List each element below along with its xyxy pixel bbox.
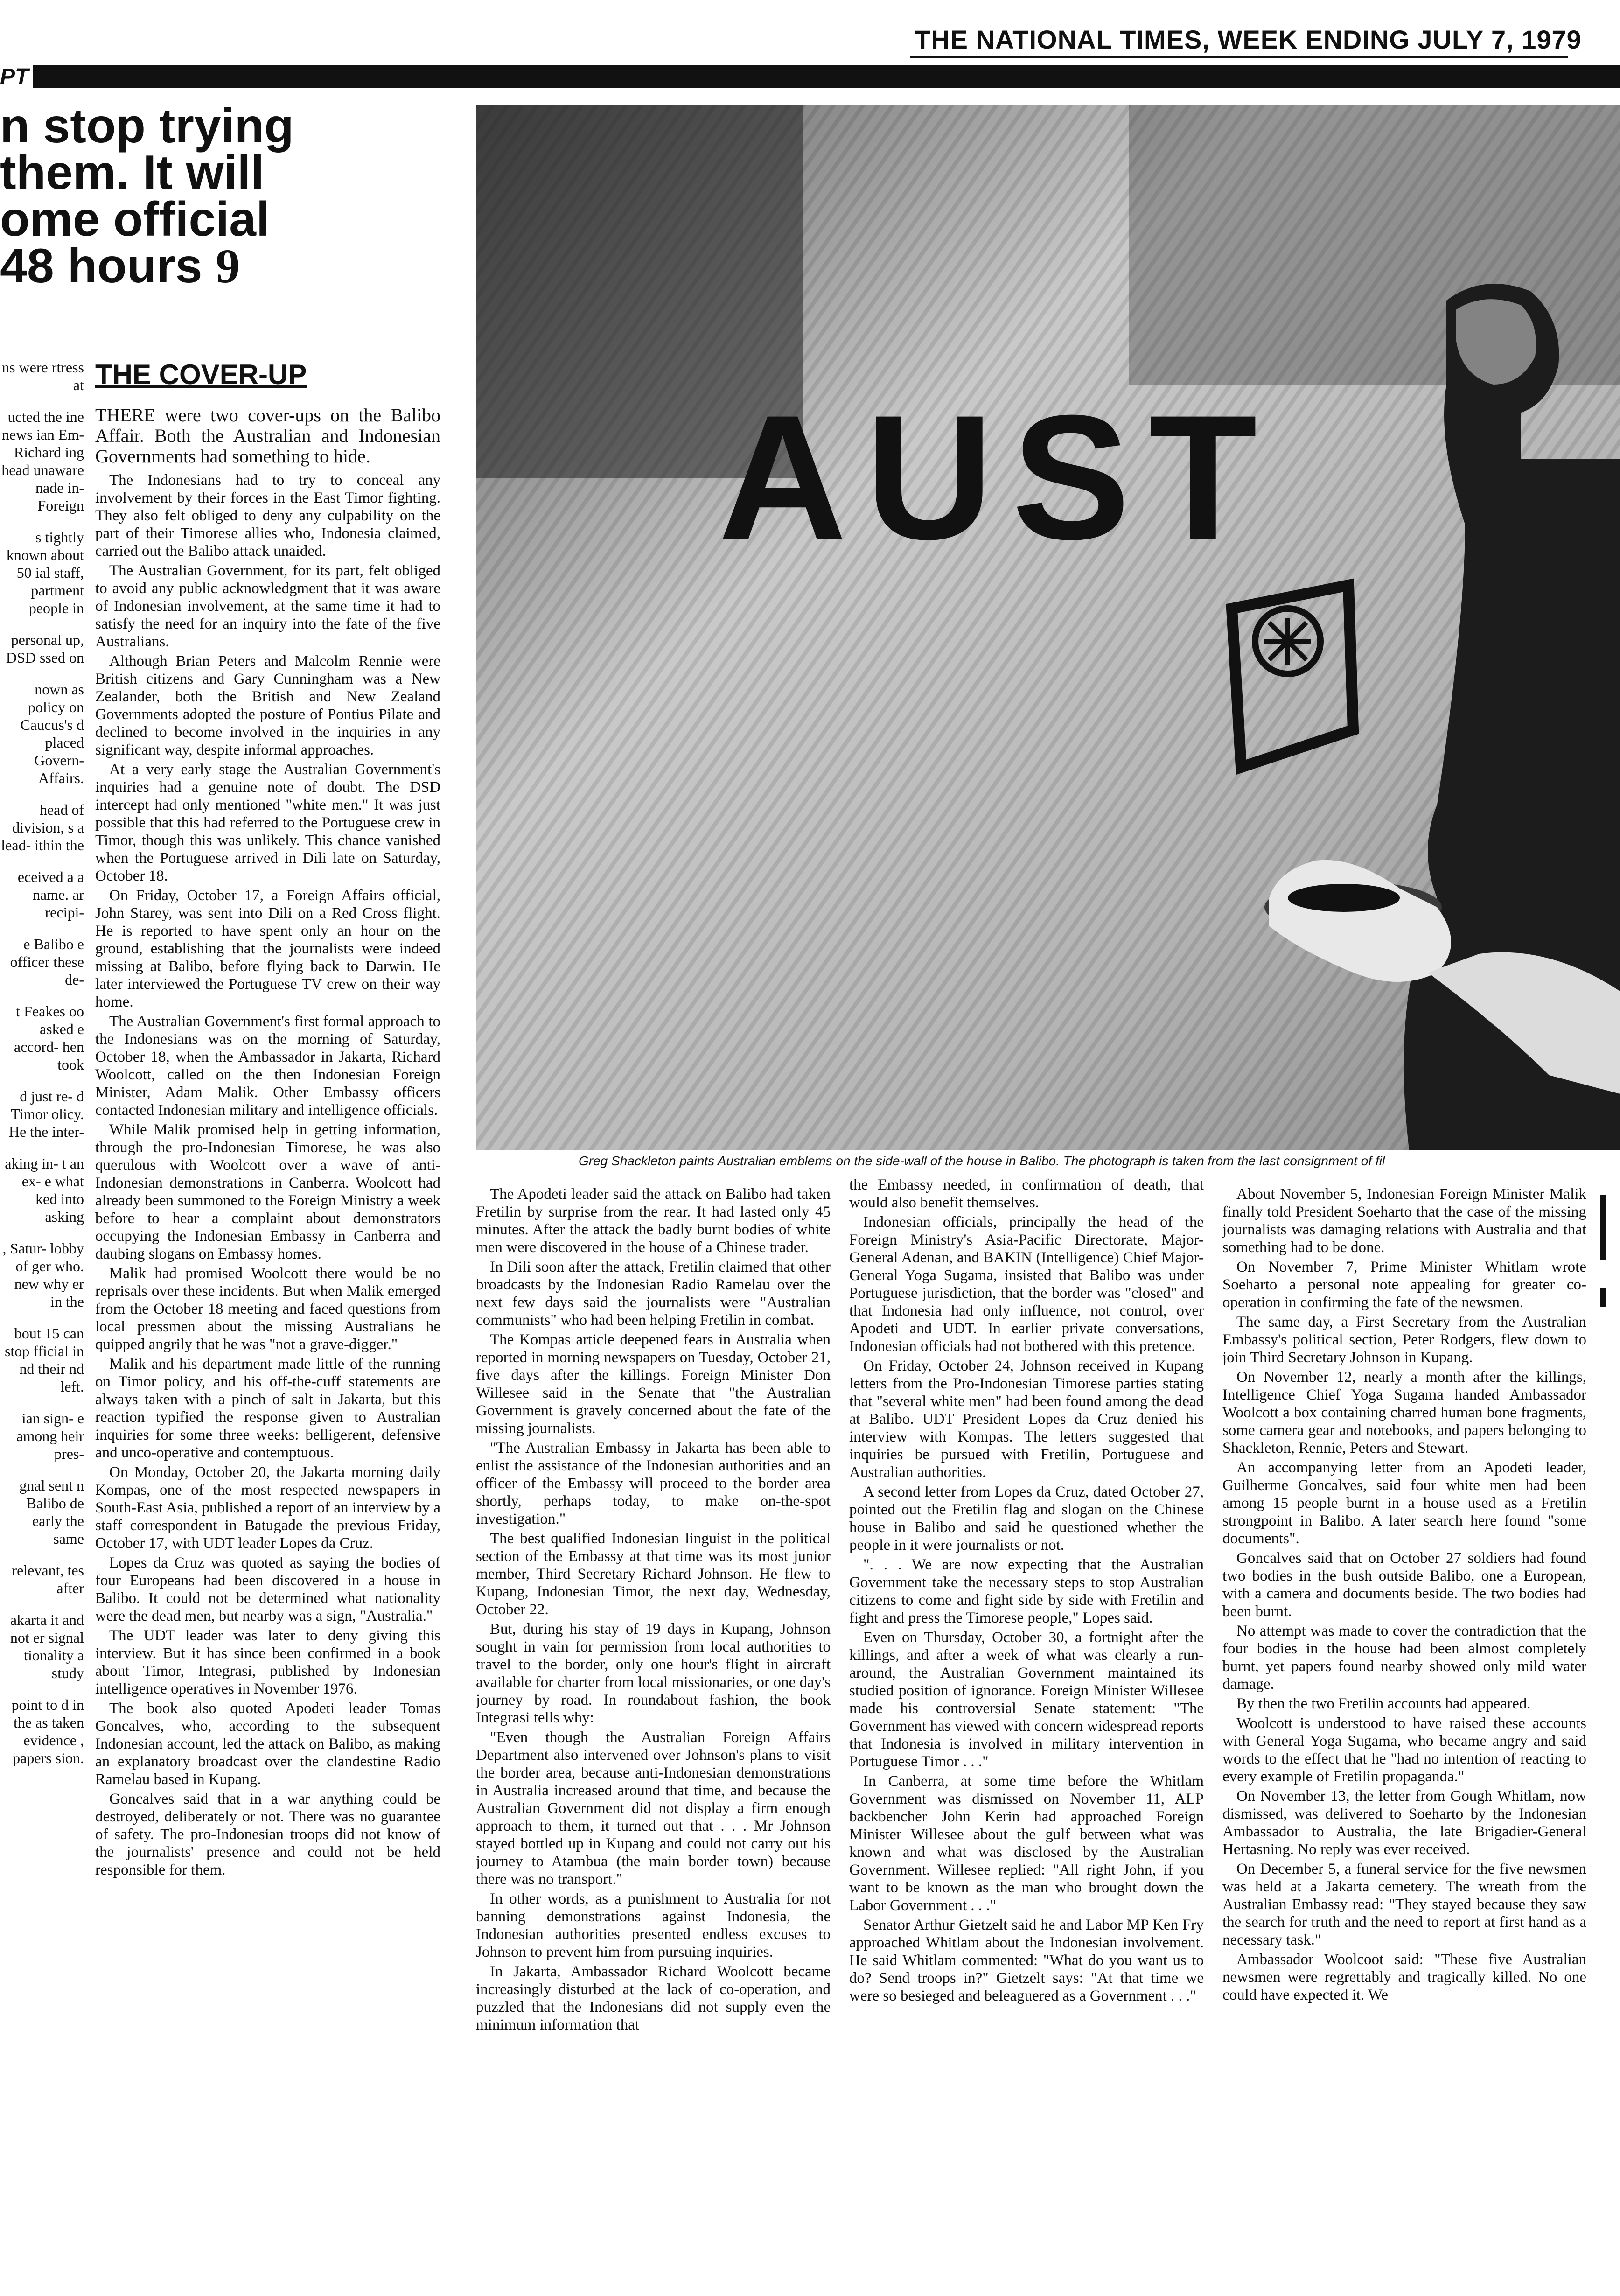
- article-paragraph: In Dili soon after the attack, Fretilin claimed that other broadcasts by the Indonesian Radio Ramelau over the next few days said the journalists were "Australian communists" who had been helping Fretilin in combat.: [476, 1259, 831, 1329]
- article-paragraph: The Australian Government's first formal approach to the Indonesians was on the morning of Saturday, October 18, when the Ambassador in Jakarta, Richard Woolcott, called on the then Indonesian Foreign Minister, Adam Malik. Other Embassy officers contacted Indonesian military and intelligence officials.: [95, 1013, 440, 1119]
- article-column-4: [1222, 1185, 1586, 2277]
- fragment-paragraph: ucted the ine news ian Em- Richard ing head unaware nade in- Foreign: [1, 408, 84, 514]
- painted-text: AUST: [719, 378, 1276, 576]
- fragment-paragraph: nown as policy on Caucus's d placed Govern- Affairs.: [20, 681, 84, 786]
- article-paragraph: On Friday, October 17, a Foreign Affairs official, John Starey, was sent into Dili on a Red Cross flight. He is reported to have spent only an hour on the ground, establishing that the journalists were indeed missing at Balibo, before flying back to Darwin. He later interviewed the Portuguese TV crew on their way home.: [95, 887, 440, 1010]
- article-paragraph: On November 7, Prime Minister Whitlam wrote Soeharto a personal note appealing for greater co-operation in confirming the fate of the newsmen.: [1222, 1259, 1586, 1311]
- right-edge-fragment: [1600, 1185, 1620, 2277]
- fragment-paragraph: ns were rtress at: [2, 359, 84, 393]
- fragment-paragraph: t Feakes oo asked e accord- hen took: [14, 1003, 84, 1073]
- section-bar: [33, 65, 1620, 88]
- article-paragraph: About November 5, Indonesian Foreign Minister Malik finally told President Soeharto that the case of the missing journalists was damaging relations with Australia and that something had to be done.: [1222, 1186, 1586, 1256]
- closing-quote-mark: 9: [216, 239, 240, 293]
- section-heading: THE COVER-UP: [95, 359, 307, 390]
- article-paragraph: The same day, a First Secretary from the Australian Embassy's political section, Peter Rodgers, flew down to join Third Secretary Johnson in Kupang.: [1222, 1314, 1586, 1366]
- article-paragraph: An accompanying letter from an Apodeti leader, Guilherme Goncalves, said four white men had been among 15 people burnt in a house used as a Fretilin strongpoint in Balibo. A later search here found "some documents".: [1222, 1459, 1586, 1547]
- fragment-paragraph: d just re- d Timor olicy. He the inter-: [8, 1088, 84, 1140]
- article-paragraph: The Kompas article deepened fears in Australia when reported in morning newspapers on Tuesday, October 21, five days after the killings. Foreign Minister Don Willesee said in the Senate that "the Australian Government is gravely concerned about the fate of the missing journalists.: [476, 1331, 831, 1437]
- article-paragraph: "The Australian Embassy in Jakarta has been able to enlist the assistance of the Indonesian authorities and an officer of the Embassy will proceed to the border area shortly, perhaps today, to make on-the-spot investigation.": [476, 1440, 831, 1527]
- fragment-paragraph: ian sign- e among heir pres-: [16, 1410, 84, 1462]
- headline-line: them. It will: [0, 146, 265, 200]
- fragment-paragraph: personal up, DSD ssed on: [6, 631, 84, 666]
- photo-caption: Greg Shackleton paints Australian emblems on the side-wall of the house in Balibo. The photograph is taken from the last consignment of fil: [579, 1154, 1385, 1168]
- article-paragraph: Malik had promised Woolcott there would be no reprisals over these incidents. But when Malik emerged from the October 18 meeting and faced questions from local pressmen about the missing Australians he quipped angrily that he was "not a grave-digger.": [95, 1265, 440, 1353]
- article-paragraph: The best qualified Indonesian linguist in the political section of the Embassy at that time was its most junior member, Third Secretary Richard Johnson. He flew to Kupang, Indonesian Timor, the next day, Wednesday, October 22.: [476, 1530, 831, 1618]
- headline-line: 48 hours 9: [0, 239, 240, 293]
- photo-illustration: [476, 105, 1620, 1150]
- edge-mark: [1600, 1195, 1606, 1260]
- article-paragraph: Even on Thursday, October 30, a fortnight after the killings, and after a week of what was clearly a run-around, the Australian Government maintained its studied position of ignorance. Foreign Minister Willesee made his controversial Senate statement: "The Government has viewed with concern widespread reports that Indonesia is involved in military intervention in Portuguese Timor . . .": [849, 1629, 1204, 1770]
- article-paragraph: ". . . We are now expecting that the Australian Government take the necessary steps to stop Australian citizens to come and fight side by side with Fretilin and fight and press the Timorese people," Lopes said.: [849, 1556, 1204, 1626]
- headline-line: ome official: [0, 192, 270, 246]
- fragment-paragraph: s tightly known about 50 ial staff, partment people in: [6, 529, 84, 616]
- fragment-paragraph: gnal sent n Balibo de early the same: [19, 1477, 84, 1547]
- headline-line: n stop trying: [0, 99, 294, 153]
- article-paragraph: On November 12, nearly a month after the killings, Intelligence Chief Yoga Sugama handed Ambassador Woolcott a box containing charred human bone fragments, some camera gear and notebooks, and papers belonging to Shackleton, Rennie, Peters and Stewart.: [1222, 1369, 1586, 1456]
- article-paragraph: A second letter from Lopes da Cruz, dated October 27, pointed out the Fretilin flag and slogan on the Chinese house in Balibo and said he questioned whether the people in it were journalists or not.: [849, 1484, 1204, 1554]
- fragment-paragraph: point to d in the as taken evidence , papers sion.: [11, 1696, 84, 1766]
- article-paragraph: On Friday, October 24, Johnson received in Kupang letters from the Pro-Indonesian Timorese parties stating that "several white men" had been found among the dead at Balibo. UDT President Lopes da Cruz denied his interview with Kompas. The letters suggested that inquiries be pursued with Fretilin, Portuguese and Australian authorities.: [849, 1358, 1204, 1481]
- article-paragraph: On December 5, a funeral service for the five newsmen was held at a Jakarta cemetery. The wreath from the Australian Embassy read: "They stayed because they saw the search for truth and the need to report at first hand as a necessary task.": [1222, 1861, 1586, 1948]
- headline: [0, 99, 355, 293]
- article-paragraph: In other words, as a punishment to Australia for not banning demonstrations against Indonesia, the Indonesian authorities presented endless excuses to Johnson to prevent him from pursuing inquiries.: [476, 1890, 831, 1960]
- article-paragraph: On Monday, October 20, the Jakarta morning daily Kompas, one of the most respected newspapers in South-East Asia, published a report of an interview by a staff correspondent in Batugade the previous Friday, October 17, with UDT leader Lopes da Cruz.: [95, 1464, 440, 1552]
- article-column-3: [849, 1176, 1204, 2277]
- edge-mark: [1600, 1288, 1606, 1307]
- left-fragment-column: [0, 358, 84, 2276]
- article-paragraph: Indonesian officials, principally the head of the Foreign Ministry's Asia-Pacific Directorate, Major-General Adenan, and BAKIN (Intelligence) Chief Major-General Yoga Sugama, insisted that Balibo was under Portuguese jurisdiction, that the border was "closed" and that Indonesia had only influence, not control, over Apodeti and UDT. In earlier private conversations, Indonesian officials had not bothered with this pretence.: [849, 1214, 1204, 1355]
- article-paragraph: While Malik promised help in getting information, through the pro-Indonesian Timorese, he was also querulous with Woolcott over a wave of anti-Indonesian demonstrations in Canberra. Woolcott had already been summoned to the Foreign Ministry a week before to hear a complaint about demonstrators occupying the Indonesian Embassy in Canberra and daubing slogans on Embassy homes.: [95, 1121, 440, 1262]
- article-paragraph: At a very early stage the Australian Government's inquiries had a genuine note of doubt. The DSD intercept had only mentioned "white men." It was just possible that this had referred to the Portuguese crew in Timor, though this was unlikely. This chance vanished when the Portuguese arrived in Dili late on Saturday, October 18.: [95, 761, 440, 884]
- fragment-paragraph: relevant, tes after: [12, 1562, 84, 1596]
- article-paragraph: Senator Arthur Gietzelt said he and Labor MP Ken Fry approached Whitlam about the Indonesian involvement. He said Whitlam commented: "What do you want us to do? Send troops in?" Gietzelt says: "At that time we were so besieged and beleaguered as a Government . . .": [849, 1917, 1204, 2004]
- fragment-paragraph: head of division, s a lead- ithin the: [1, 801, 84, 854]
- article-paragraph: On November 13, the letter from Gough Whitlam, now dismissed, was delivered to Soeharto by the Indonesian Ambassador to Australia, the late Brigadier-General Hertasning. No reply was ever received.: [1222, 1788, 1586, 1858]
- article-paragraph: The Australian Government, for its part, felt obliged to avoid any public acknowledgment that it was aware of Indonesian involvement, at the same time it had to satisfy the need for an inquiry into the fate of the five Australians.: [95, 562, 440, 650]
- article-paragraph: "Even though the Australian Foreign Affairs Department also intervened over Johnson's plans to visit the border area, because anti-Indonesian demonstrations in Australia increased around that time, and because the Australian Government did not display a firm enough approach to them, it turned out that . . . Mr Johnson stayed bottled up in Kupang and could not carry out his journey to Atambua (the main border town) because there was no transport.": [476, 1729, 831, 1888]
- article-paragraph: Although Brian Peters and Malcolm Rennie were British citizens and Gary Cunningham was a New Zealander, both the British and New Zealand Governments adopted the posture of Pontius Pilate and declined to become involved in the inquiries in any significant way, despite informal approaches.: [95, 653, 440, 758]
- article-paragraph: In Jakarta, Ambassador Richard Woolcott became increasingly disturbed at the lack of co-operation, and puzzled that the Indonesians did not supply even the minimum information that: [476, 1963, 831, 2033]
- article-paragraph: No attempt was made to cover the contradiction that the four bodies in the house had been almost completely burnt, yet papers found nearby showed only mild water damage.: [1222, 1623, 1586, 1693]
- article-paragraph: The Indonesians had to try to conceal any involvement by their forces in the East Timor fighting. They also felt obliged to deny any culpability on the part of their Timorese allies who, Indonesia claimed, carried out the Balibo attack unaided.: [95, 472, 440, 560]
- article-paragraph: Malik and his department made little of the running on Timor policy, and his off-the-cuff statements are always taken with a pinch of salt in Jakarta, but this reaction typified the response given to Australian inquiries for some three weeks: belligerent, defensive and unco-operative and contemptuous.: [95, 1356, 440, 1461]
- article-column-1: [95, 358, 440, 2276]
- running-head: THE NATIONAL TIMES, WEEK ENDING JULY 7, 1979: [915, 25, 1582, 54]
- article-paragraph: the Embassy needed, in confirmation of death, that would also benefit themselves.: [849, 1176, 1204, 1211]
- fragment-paragraph: , Satur- lobby of ger who. new why er in the: [2, 1240, 84, 1310]
- fragment-paragraph: akarta it and not er signal tionality a study: [10, 1611, 84, 1681]
- section-tab: PT: [0, 64, 29, 89]
- article-paragraph: Goncalves said that on October 27 soldiers had found two bodies in the bush outside Balibo, one a European, with a camera and documents beside. The two bodies had been burnt.: [1222, 1550, 1586, 1620]
- header-rule: [910, 56, 1568, 58]
- fragment-paragraph: e Balibo e officer these de-: [10, 936, 84, 988]
- lede-paragraph: THERE were two cover-ups on the Balibo Affair. Both the Australian and Indonesian Governments had something to hide.: [95, 405, 440, 467]
- article-paragraph: The Apodeti leader said the attack on Balibo had taken Fretilin by surprise from the rear. It had lasted only 45 minutes. After the attack the badly burnt bodies of white men were discovered in the house of a Chinese trader.: [476, 1186, 831, 1256]
- article-paragraph: Ambassador Woolcoot said: "These five Australian newsmen were regrettably and tragically killed. No one could have expected it. We: [1222, 1951, 1586, 2003]
- fragment-paragraph: eceived a a name. ar recipi-: [17, 868, 84, 921]
- fragment-paragraph: bout 15 can stop fficial in nd their nd left.: [4, 1325, 84, 1395]
- article-paragraph: But, during his stay of 19 days in Kupang, Johnson sought in vain for permission from local authorities to travel to the border, only one hour's flight in aircraft available for charter from local missionaries, or one day's journey by road. In roundabout fashion, the book Integrasi tells why:: [476, 1621, 831, 1726]
- article-paragraph: The book also quoted Apodeti leader Tomas Goncalves, who, according to the subsequent Indonesian account, led the attack on Balibo, as making an explanatory broadcast over the clandestine Radio Ramelau based in Kupang.: [95, 1700, 440, 1788]
- article-paragraph: The UDT leader was later to deny giving this interview. But it has since been confirmed in a book about Timor, Integrasi, published by Indonesian intelligence operatives in November 1976.: [95, 1627, 440, 1697]
- article-paragraph: Woolcott is understood to have raised these accounts with General Yoga Sugama, who became angry and said words to the effect that he "had no intention of reacting to every example of Fretilin propaganda.": [1222, 1715, 1586, 1785]
- fragment-paragraph: aking in- t an ex- e what ked into asking: [5, 1155, 84, 1225]
- article-paragraph: Goncalves said that in a war anything could be destroyed, deliberately or not. There was no guarantee of safety. The pro-Indonesian troops did not know of the journalists' presence and could not be held responsible for them.: [95, 1791, 440, 1878]
- article-paragraph: Lopes da Cruz was quoted as saying the bodies of four Europeans had been discovered in a house in Balibo. It could not be determined what nationality were the dead men, but nearby was a sign, "Australia.": [95, 1554, 440, 1624]
- article-column-2: [476, 1185, 831, 2277]
- article-paragraph: In Canberra, at some time before the Whitlam Government was dismissed on November 11, ALP backbencher John Kerin had approached Foreign Minister Willesee about the gulf between what was known and what was disclosed by the Australian Government. Willesee replied: "All right John, if you want to be known as the man who brought down the Labor Government . . .": [849, 1773, 1204, 1914]
- photo: [476, 105, 1620, 1150]
- article-paragraph: By then the two Fretilin accounts had appeared.: [1236, 1695, 1531, 1712]
